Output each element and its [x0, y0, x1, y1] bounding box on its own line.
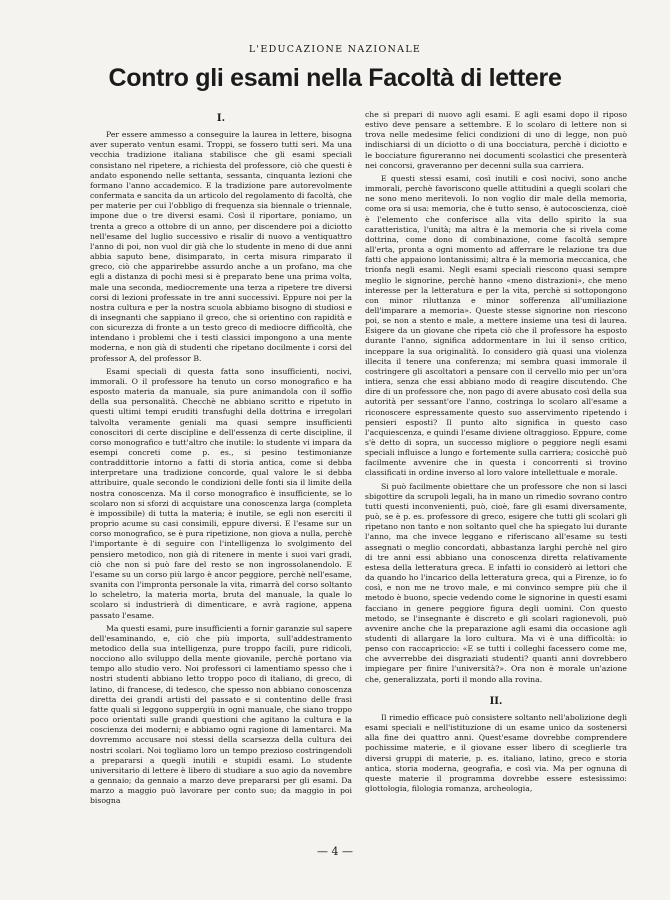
right-column: [365, 110, 627, 840]
page-number: — 4 —: [317, 845, 353, 858]
paragraph: E questi stessi esami, così inutili e così nocivi, sono anche immorali, perchè favoriscono quelle attitudini a quegli scolari che ne sono meno meritevoli. Io non voglio dir male della memoria, come ora si usa: memoria, che è tutto senso, è autocoscienza, cioè è l'elemento che conferisce alla vita dello spirito la sua caratteristica, l'unità; ma altra è la memoria che si rivela come dottrina, come dono di combinazione, come facoltà sempre all'erta, pronta a ogni momento ad afferrare le relazione tra due fatti che appaiono lontanissimi; altra è la memoria meccanica, che trionfa negli esami. Negli esami speciali riescono quasi sempre meglio le signorine, perchè hanno «meno distrazioni», che meno interesse per la letteratura e per la vita, perchè si sottopongono con minor riluttanza e minor sofferenza all'umiliazione dell'imparare a memoria». Queste stesse signorine non riescono poi, se non a stento e male, a mettere insieme una tesi di laurea. Esigere da un giovane che ripeta ciò che il professore ha esposto durante l'anno, significa addormentare in lui il senso critico, inceppare la sua originalità. Io considero già quasi una violenza illecita il tenere una conferenza; mi sembra quasi immorale il costringere gli ascoltatori a pensare con il cervello mio per un'ora intiera, senza che essi abbiano modo di reagire discutendo. Che dire di un professore che, non pago di avere abusato così della sua autorità per sessant'ore l'anno, costringa lo scolaro all'esame a riconoscere espressamente questo suo asservimento ripetendo i pensieri esposti? Il punto alto significa in questo caso l'acquiescenza, e quindi l'esame diviene oltraggioso. Eppure, come s'è detto di sopra, un successo migliore o peggiore negli esami speciali influisce a lungo e fortemente sulla carriera; cosicchè può facilmente avvenire che in questa i concorrenti si trovino classificati in ordine inverso al loro valore intellettuale e morale.: [365, 173, 627, 478]
paragraph: Si può facilmente obiettare che un professore che non si lasci sbigottire da scrupoli legali, ha in mano un rimedio sovrano contro tutti questi inconvenienti, può, cioè, fare gli esami diversamente, può, se è p. es. professore di greco, esigere che tutti gli scolari gli ripetano non tanto e non soltanto quel che ha spiegato lui durante l'anno, ma che invece leggano e riferiscano all'esame su testi assegnati o meglio concordati, abbastanza larghi perchè nel giro di tre anni essi abbiano una conoscenza diretta relativamente estesa della letteratura greca. E infatti io considerò ai lettori che da quando ho l'incarico della letteratura greca, qui a Firenze, io fo così, e non me ne trovo male, e mi convinco sempre più che il metodo è buono, specie vedendo come le signorine in questi esami facciano in genere peggiore figura degli uomini. Con questo metodo, se l'insegnante è discreto e gli scolari ragionevoli, può avvenire anche che la preparazione agli esami dia occasione agli studenti di allargare la loro cultura. Ma vi è una difficoltà: io penso con raccapriccio: «E se tutti i colleghi facessero come me, che avverrebbe dei disgraziati studenti? quanti anni dovrebbero impiegare per finire l'università?». Ora non è morale un'azione che, generalizzata, porti il mondo alla rovina.: [365, 481, 627, 684]
paragraph: Il rimedio efficace può consistere soltanto nell'abolizione degli esami speciali e nell'istituzione di un esame unico da sostenersi alla fine dei quattro anni. Quest'esame dovrebbe comprendere pochissime materie, e il giovane esser libero di sceglierle tra diversi gruppi di materie, p. es. italiano, latino, greco e storia antica, storia moderna, geografia, e così via. Ma per ognuna di queste materie il programma dovrebbe essere estesissimo: glottologia, filologia romanza, archeologia,: [365, 712, 627, 793]
paragraph: Per essere ammesso a conseguire la laurea in lettere, bisogna aver superato ventun esami. Troppi, se fossero tutti seri. Ma una vecchia tradizione italiana stabilisce che gli esami speciali consistano nel ripetere, a richiesta del professore, ciò che questi è andato esponendo nelle settanta, sessanta, cinquanta lezioni che formano l'anno accademico. E la tradizione pare autorevolmente confermata e sancita da un articolo del regolamento di facoltà, che per materie per cui l'obbligo di frequenza sia biennale o triennale, impone due o tre diversi esami. Così il riportare, poniamo, un trenta a greco a ottobre di un anno, per discendere poi a diciotto nell'esame del luglio successivo e risalir di nuovo a ventiquattro l'anno di poi, non vuol dir già che lo studente in meno di due anni abbia saputo bene, disimparato, in certa misura rimparato il greco, ciò che apparirebbe assurdo anche a un profano, ma che egli a distanza di pochi mesi si è preparato bene una prima volta, male una seconda, mediocremente una terza a ripetere tre diversi corsi di lezioni professate in tre anni successivi. Eppure noi per la nostra cultura e per la nostra scuola abbiamo bisogno di studiosi e di insegnanti che sappiano il greco, che si orientino con rapidità e con sicurezza di fronte a un testo greco di mediocre difficoltà, che intendano i problemi che i testi classici impongono a una mente moderna, e non già di studenti che ripetano docilmente i corsi del professor A, del professor B.: [90, 130, 352, 363]
article-title: Contro gli esami nella Facoltà di lettere: [108, 64, 562, 92]
left-column: [90, 112, 352, 842]
paragraph: Esami speciali di questa fatta sono insufficienti, nocivi, immorali. O il professore ha tenuto un corso monografico e ha esposto materia da manuale, sia pure animandola con il soffio della sua personalità. Checchè ne abbiano scritto e ripetuto in questi ultimi tempi eruditi transfughi della dottrina e irregolari talvolta veramente geniali ma quasi sempre insufficienti conoscitori di certe discipline e dell'essenza di certe discipline, il corso monografico e tutt'altro che inutile: lo studente vi impara da esempi concreti come p. es., si pesino testimonianze contraddittorie intorno a fatti di storia antica, come si debba interpretare una tradizione concorde, qual valore le si debba attribuire, quale secondo le condizioni delle fonti sia il limite della nostra conoscenza. Ma il corso monografico è insufficiente, se lo scolaro non si sforzi di acquistare una conoscenza larga (completa è impossibile) di tutta la materia; è inutile, se egli non eserciti il proprio acume su casi consimili, eppure diversi. E l'esame sur un corso monografico, se è pura ripetizione, non giova a nulla, perchè l'importante è di seguire con l'intelligenza lo svolgimento del pensiero metodico, non già di ritenere in mente i suoi vari gradi, ciò che non si può fare del resto se non ingrossolanendolo. E l'esame su un corso più largo è ancor peggiore, perchè nell'esame, svanita con l'impronta personale la vita, rimarrà del corso soltanto lo scheletro, la materia morta, bruta del manuale, la quale lo scolaro si industrierà di dimenticare, e avrà ragione, appena passato l'esame.: [90, 366, 352, 620]
paragraph: che si prepari di nuovo agli esami. E agli esami dopo il riposo estivo deve pensare a settembre. E lo scolaro di lettere non si trova nelle medesime felici condizioni di uno di legge, non può indischiarsi di un diciotto o di una bocciatura, perchè i diciotto e le bocciature figureranno nei documenti scolastici che presenterà nei concorsi, graveranno per decenni sulla sua carriera.: [365, 110, 627, 170]
section-heading-one: I.: [216, 113, 226, 124]
running-head: L'EDUCAZIONE NAZIONALE: [248, 44, 422, 55]
section-heading-two: II.: [489, 695, 503, 707]
paragraph: Ma questi esami, pure insufficienti a fornir garanzie sul sapere dell'esaminando, e, ciò che più importa, sull'addestramento metodico della sua intelligenza, pure troppo facili, pure ridicoli, nocciono allo sviluppo della mente giovanile, perchè portano via tempo allo studio vero. Noi professori ci lamentiamo spesso che i nostri studenti abbiano letto troppo poco di italiano, di greco, di latino, di francese, di tedesco, che spesso non abbiano conoscenza diretta dei grandi artisti del passato e si contentino delle frasi fatte quali si leggono suppergiù in ogni manuale, che siano troppo poco orientati sulle grandi questioni che agitano la cultura e la coscienza dei moderni; e abbiamo ogni ragione di lamentarci. Ma dovremmo accusare noi stessi della scarsezza della cultura dei nostri scolari. Noi togliamo loro un tempo prezioso costringendoli a prepararsi a quegli inutili e stupidi esami. Lo studente universitario di lettere è libero di studiare a suo agio da novembre a gennaio; da gennaio a marzo deve prepararsi per gli esami. Da marzo a maggio può lavorare per conto suo; da maggio in poi bisogna: [90, 623, 352, 806]
